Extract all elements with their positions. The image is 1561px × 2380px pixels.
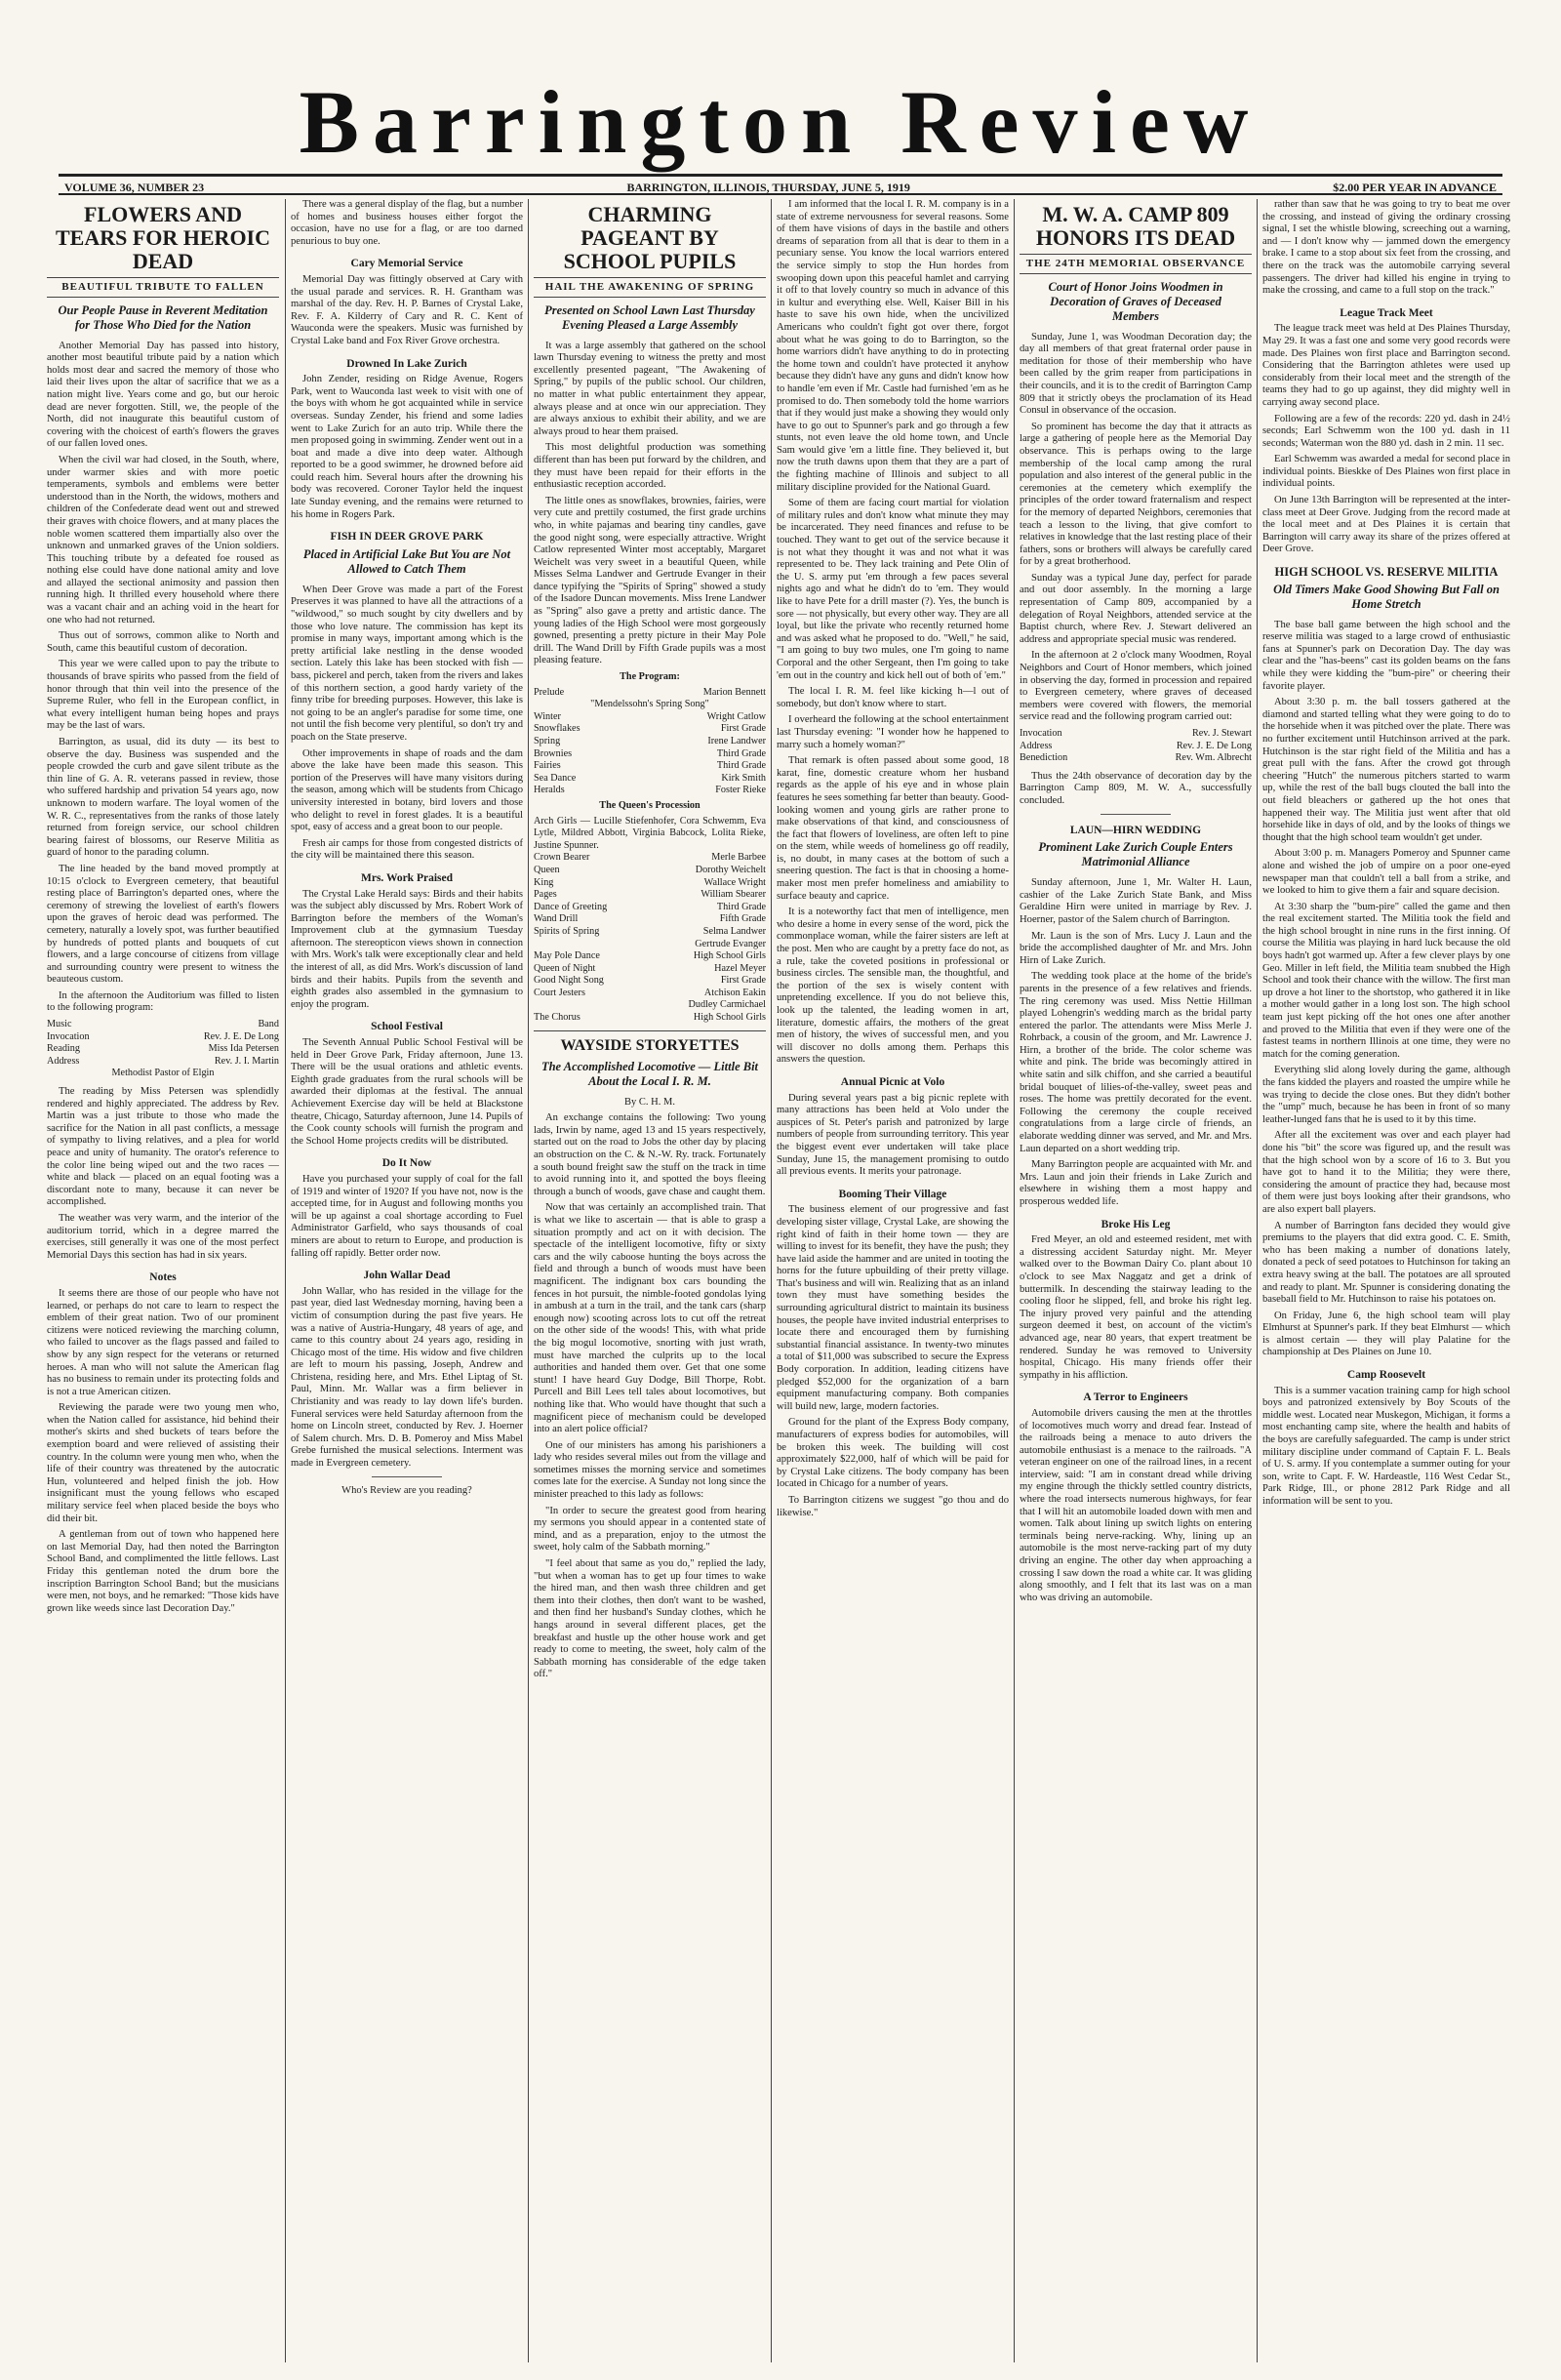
paragraph: It is a noteworthy fact that men of intelligence, men who desire a home in every sense of the word, pick the commonplace woman, while the fairer sisters are left at the post. Men who are caught by a pretty face do not, as a rule, take the coveted positions in professional or business circles. The sensible man, the thoughtful, and the portion of the sex is wisely content with unpretending excellence. If you do not believe this, look up the talented, the leading women in art, literature, domestic affairs, the mothers of the great men of history, the wives of successful men, and you will discover no dolls among them. Perhaps this answers the question. [777, 907, 1009, 1066]
paragraph: Sunday, June 1, was Woodman Decoration day; the day all members of that great fraternal order pause in meditation for those of their membership who have been called by the grim reaper from participations in their councils, and it is to the credit of Barrington Camp 809 that it strictly obeys the proclamation of its Head Consul in observance of the occasion. [1020, 331, 1252, 417]
column-4 [773, 199, 1013, 2366]
headline-mwa-camp: M. W. A. CAMP 809 HONORS ITS DEAD [1035, 202, 1236, 250]
paragraph: An exchange contains the following: Two young lads, Irwin by name, aged 13 and 15 years respectively, started out on the road to Jobs the other day by placing an obstruction on the C. & N.-W. Ry. track. Fortunately a south bound freight saw the stuff on the track in time to avoid running into it, and spotted the boys fleeing through a bunch of woods, gave chase and caught them. [534, 1112, 766, 1197]
footer-question: Who's Review are you reading? [341, 1484, 472, 1496]
paragraph: That remark is often passed about some good, 18 karat, fine, domestic creature whom her husband regards as the apple of his eye and in whose plain features he sees something far better than beauty. Good-looking women and young girls are rather prone to make observations of that kind, and consciousness of the fact that flowers of loveliness, are often left to pine on the stem, while weeds of homeliness go off readily, is, no doubt, in many cases at the bottom of such a sneering question. The fact is that in choosing a home-maker most men prefer homeliness and amiability to surface beauty and caprice. [777, 755, 1009, 902]
section-heading-work: Mrs. Work Praised [360, 871, 454, 884]
program-row: Court Jesters Atchison Eakin [534, 987, 766, 998]
paragraph: Everything slid along lovely during the game, although the fans kidded the players and roasted the umpire while he was trying to decide the close ones. But they didn't bother the "ump" much, because he has been in front of so many leather-lunged fans that he is used to it by this time. [1262, 1065, 1510, 1125]
paragraph: Thus the 24th observance of decoration day by the Barrington Camp 809, M. W. A., successfully concluded. [1020, 770, 1252, 806]
program-row: Spring Irene Landwer [534, 736, 766, 746]
paragraph: Barrington, as usual, did its duty — its best to observe the day. Business was suspended and the people crowded the curb and gave silent tribute as the thin line of G. A. R. veterans passed in review, those who suffered hardship and privation 54 years ago, now unknown to modern warfare. The loyal women of the W. R. C., representatives from the ranks of those lately returned from foreign service, our school children bearing fairest of blossoms, our Reserve Militia as guard of honor to the parading column. [47, 737, 279, 859]
program-row: Pages William Sbearer [534, 889, 766, 901]
paragraph: One of our ministers has among his parishioners a lady who resides several miles out from the village and sometimes misses the morning service and sometimes comes late for the exercise. A Sunday not long since the minister preached to this lady as follows: [534, 1439, 766, 1501]
program-title: The Program: [620, 671, 680, 683]
program-row: Benediction Rev. Wm. Albrecht [1020, 752, 1252, 764]
program-row: May Pole Dance High School Girls [534, 950, 766, 962]
headline-wayside-storyettes: WAYSIDE STORYETTES [534, 1030, 766, 1056]
paragraph: Another Memorial Day has passed into history, another most beautiful tribute paid by a nation which holds most dear and sacred the memory of those who laid their lives upon the altar of sacrifice that we as a nation might live. Years come and go, but our heroic dead are never forgotten. Still, we, the people of the North, did not inaugurate this beautiful custom of covering with the choicest of earth's flowers the graves of our fallen loved ones. [47, 340, 279, 450]
paragraph: During several years past a big picnic replete with many attractions has been held at Volo under the auspices of St. Peter's parish and patronized by large numbers of people from surrounding territory. This year the biggest event ever undertaken will take place Sunday, June 15, the management promising to outdo all previous events. It merits your patronage. [777, 1092, 1009, 1178]
paragraph: The weather was very warm, and the interior of the auditorium torrid, which in a degree marred the exercises, still generally it was one of the most perfect Memorial Days this section has had in six years. [47, 1212, 279, 1261]
column-rule [1257, 199, 1258, 2362]
paragraph: On June 13th Barrington will be represented at the inter-class meet at Deer Grove. Judging from the record made at the local meet and at Des Plaines it is certain that Barrington will carry away its share of the prizes offered at Deer Grove. [1262, 495, 1510, 555]
column-rule [285, 199, 286, 2362]
paragraph: Earl Schwemm was awarded a medal for second place in individual points. Bieskke of Des Plaines won first place in individual points. [1262, 454, 1510, 490]
paragraph: About 3:00 p. m. Managers Pomeroy and Spunner came alone and wished the job of umpire on a poor one-eyed newspaper man that couldn't tell a ball from a strike, and we looked to him to give them a fair and square decision. [1262, 848, 1510, 897]
paragraph: This is a summer vacation training camp for high school boys and patronized extensively by Boy Scouts of the middle west. Located near Muskegon, Michigan, it forms a most enchanting camp site, where the health and habits of the boys are carefully safeguarded. The camp is under strict military discipline under command of Captain F. L. Beals of U. S. army. If you contemplate a summer outing for your son, write to Capt. F. W. Hardeastle, 116 West Cedar St., Park Ridge, Ill., or phone 2812 Park Ridge and all information will be sent to you. [1262, 1385, 1510, 1507]
program-row: Music Band [47, 1019, 279, 1030]
subdeck: Placed in Artificial Lake But You are Not Allowed to Catch Them [302, 546, 511, 576]
paragraph: To Barrington citizens we suggest "go thou and do likewise." [777, 1494, 1009, 1518]
place-date: BARRINGTON, ILLINOIS, THURSDAY, JUNE 5, 1919 [626, 181, 910, 194]
section-heading-fish: FISH IN DEER GROVE PARK [330, 531, 484, 544]
paragraph: The local I. R. M. feel like kicking h—l out of somebody, but don't know where to start. [777, 686, 1009, 709]
memorial-program [47, 1019, 279, 1080]
section-heading-festival: School Festival [371, 1021, 443, 1033]
program-row: Invocation Rev. J. Stewart [1020, 728, 1252, 739]
paragraph: The wedding took place at the home of the bride's parents in the presence of a few relatives and friends. The ring ceremony was used. Miss Nettie Hillman played Lohengrin's wedding march as the bridal party entered the parlor. The attendants were Miss Merle J. Rohrback, a cousin of the groom, and Mr. Lawrence J. Hirn, a brother of the bride. The color scheme was white and pink. The bride was becomingly attired in white satin and silk chiffon, and she carried a beautiful bridal bouquet of lilies-of-the-valley, sweet peas and roses. The home was prettily decorated for the event. Following the ceremony the couple received congratulations from a large circle of friends, an elaborate wedding dinner was served, and Mr. and Mrs. Laun departed on a short wedding trip. [1020, 971, 1252, 1154]
subdeck: Presented on School Lawn Last Thursday Evening Pleased a Large Assembly [544, 303, 755, 332]
paragraph: The base ball game between the high school and the reserve militia was staged to a large crowd of enthusiastic fans at Spunner's park on Decoration Day. The day was clear and the "has-beens" cast its golden beams on the fans while they were kidding the "bum-pire" or cheering their favorite player. [1262, 619, 1510, 692]
paragraph: John Wallar, who has resided in the village for the past year, died last Wednesday morning, having been a victim of consumption during the past five years. He was a native of Austria-Hungary, 48 years of age, and came to this country about 24 years ago, residing in Chicago most of the time. His widow and five children are left to mourn his passing, Joseph, Andrew and Christena, residing here, and Mrs. Ethel Liptag of St. Paul, Minn. Mr. Wallar was a firm believer in Christianity and was ready to lay down life's burden. Funeral services were held Saturday afternoon from the home on Lincoln street, conducted by Rev. J. Hoerner of Salem church. Mrs. D. B. Pomeroy and Miss Mabel Grebe furnished the musical selections. Interment was made in Evergreen cemetery. [291, 1285, 523, 1470]
paragraph: In the afternoon at 2 o'clock many Woodmen, Royal Neighbors and Court of Honor members, which joined in observing the day, formed in procession and repaired to Evergreen cemetery, where graves of deceased members were covered with flowers, the memorial service read and the following program carried out: [1020, 650, 1252, 723]
subdeck: Old Timers Make Good Showing But Fall on Home Stretch [1273, 582, 1500, 611]
separator [1101, 814, 1170, 815]
section-heading-drowned: Drowned In Lake Zurich [346, 357, 467, 370]
program-row: The Chorus High School Girls [534, 1012, 766, 1024]
column-6 [1259, 199, 1514, 2366]
paragraph: Many Barrington people are acquainted with Mr. and Mrs. Laun and join their friends in Lake Zurich and elsewhere in wishing them a most happy and prosperous wedded life. [1020, 1159, 1252, 1207]
program-row: Sea Dance Kirk Smith [534, 772, 766, 784]
paragraph: Sunday afternoon, June 1, Mr. Walter H. Laun, cashier of the Lake Zurich State Bank, and Miss Geraldine Hirn were united in marriage by Rev. J. Hoerner, pastor of the Salem church of Barrington. [1020, 877, 1252, 925]
paragraph: The league track meet was held at Des Plaines Thursday, May 29. It was a fast one and some very good records were made. Des Plaines won first place and Barrington second. Considering that the Barrington athletes were used up considerably from their local meet and the strength of the teams they had to go up against, they did mighty well in carrying away second place. [1262, 323, 1510, 408]
paragraph: John Zender, residing on Ridge Avenue, Rogers Park, went to Wauconda last week to visit with one of the boys with whom he got acquainted while in service overseas. Sunday Zender, his friend and some ladies went to Lake Zurich for an auto trip. While there the men proposed going in swimming. Zender went out in a boat and made a dive into deep water. Although reported to be a good swimmer, he drowned before aid could reach him. Several hours after the drowning his body was recovered. Coroner Taylor held the inquest late Sunday evening, and the remains were returned to his home in Rogers Park. [291, 374, 523, 520]
section-heading-track-meet: League Track Meet [1340, 306, 1433, 319]
program-row: Snowflakes First Grade [534, 723, 766, 735]
program-row: Good Night Song First Grade [534, 975, 766, 987]
paragraph: Mr. Laun is the son of Mrs. Lucy J. Laun and the bride the accomplished daughter of Mr. and Mrs. John Hirn of Lake Zurich. [1020, 930, 1252, 966]
program-row: Address Rev. J. E. De Long [1020, 740, 1252, 751]
paragraph: Fred Meyer, an old and esteemed resident, met with a distressing accident Saturday night. Mr. Meyer walked over to the Bowman Dairy Co. plant about 10 o'clock to see Max Naggatz and get a drink of buttermilk. In descending the stairway leading to the cooling floor he slipped, fell, and broke his right leg. The injury proved very painful and the attending surgeon deemed it best, on account of the victim's advanced age, near 80 years, that expert treatment be rendered. Sunday he was removed to University hospital, Chicago. His many friends offer their sympathy in his affliction. [1020, 1234, 1252, 1381]
program-note: Methodist Pastor of Elgin [111, 1068, 215, 1079]
headline-flowers-and-tears: FLOWERS AND TEARS FOR HEROIC DEAD [55, 202, 271, 273]
headline-charming-pageant: CHARMING PAGEANT BY SCHOOL PUPILS [563, 202, 737, 273]
section-heading-cary: Cary Memorial Service [350, 258, 463, 270]
volume-number: VOLUME 36, NUMBER 23 [64, 181, 205, 194]
section-heading-camp-roosevelt: Camp Roosevelt [1346, 1369, 1426, 1382]
paragraph: In the afternoon the Auditorium was filled to listen to the following program: [47, 989, 279, 1014]
paragraph: When the civil war had closed, in the South, where, under warmer skies and with more poetic temperaments, symbols and emblems were better understood than in the North, the widows, mothers and children of the Confederate dead went out and strewed their graves with choice flowers, and at many places the noble women scattered them impartially also over the unknown and unmarked graves of the Union soldiers. This touching tribute by a defeated foe roused as nothing else could have done national amity and love and allayed the sectional animosity and passion then running high. It thrilled every household where there was a vacant chair and an aching void in the heart for one who had not returned. [47, 454, 279, 625]
subdeck: Prominent Lake Zurich Couple Enters Matrimonial Alliance [1038, 840, 1233, 869]
paragraph: About 3:30 p. m. the ball tossers gathered at the diamond and started telling what they were going to do to the horsehide when it was pitched over the plate. There was no further excitement until Hutchinson arrived at the park. Hutchinson is the star right field of the Militia and has a great pull with the fans. After the crowd got through cheering "Hutch" the numerous pitchers started to warm up, while the rest of the ball bugs clouted the ball into the out field bleachers or gathered up the hot ones that happened their way. The Militia just went after that old horsehide like in days of old, and by the looks of things we thought that the high school team wouldn't get under. [1262, 697, 1510, 843]
paragraph: Now that was certainly an accomplished train. That is what we like to ascertain — that is able to grasp a situation promptly and act on it with decision. The spectacle of the intelligent locomotive, fifty or sixty cars and the wily caboose hunting the boys across the field and through a bunch of woods must have been magnificent. The indignant box cars bounding the fences in hot pursuit, the nimble-footed gondolas lying in ambush at a turn in the trail, and the tank cars (sharp enough now) scooting across lots to cut off the retreat on the other side of the woods! This, with what pride the big mogul locomotive, snorting with just wrath, must have marched the culprits up to the local authorities and handed them over. Get that one some stunt! I have heard Guy Dodge, Bill Thorpe, Robt. Purcell and Bill Lees tell tales about locomotives, but nothing like that. Who would have thought that such a magnificent piece of mechanism could be developed into an alert police official? [534, 1202, 766, 1435]
paragraph: Memorial Day was fittingly observed at Cary with the usual parade and services. R. H. Grantham was marshal of the day. Rev. H. P. Barnes of Crystal Lake, Rev. F. A. Kilderry of Cary and R. C. Kent of Wauconda were the speakers. Music was furnished by Crystal Lake band and Fox River Grove orchestra. [291, 273, 523, 346]
paragraph: After all the excitement was over and each player had done his "bit" the score was figured up, and the result was that the high school won by a score of 16 to 3. But you have got to hand it to the Militia; they were there, considering the amount of practice they had, because most of them were just boys looking after their grandsons, who are also expert ball players. [1262, 1130, 1510, 1215]
section-heading-terror: A Terror to Engineers [1083, 1392, 1188, 1404]
column-1 [43, 199, 283, 2366]
paragraph: So prominent has become the day that it attracts as large a gathering of people here as the Memorial Day observance. This is perhaps owing to the large membership of the local camp among the rural population and also interest of the general public in the ceremonies at the cemetery which exemplify the principles of the order toward fraternalism and respect for the memory of departed Neighbors, ceremonies that teach a lesson to the living, that give comfort to relatives in knowledge that the last resting place of their fathers, sons or brothers will always be carefully cared for by a great brotherhood. [1020, 421, 1252, 568]
program-row: Winter Wright Catlow [534, 710, 766, 722]
paragraph: Thus out of sorrows, common alike to North and South, came this beautiful custom of decoration. [47, 630, 279, 654]
column-5 [1016, 199, 1256, 2366]
column-rule [771, 199, 772, 2362]
deck: BEAUTIFUL TRIBUTE TO FALLEN [47, 277, 279, 298]
program-row: Reading Miss Ida Petersen [47, 1043, 279, 1055]
section-heading-do-it-now: Do It Now [381, 1157, 432, 1170]
pageant-program [534, 671, 766, 1025]
procession-text: Arch Girls — Lucille Stiefenhofer, Cora Schwemm, Eva Lytle, Mildred Abbott, Virginia Babcock, Lolita Rieke, Justine Spunner. [534, 815, 766, 851]
paragraph: The little ones as snowflakes, brownies, fairies, were very cute and prettily costumed, the first grade urchins who, in white pajamas and bearing tiny candles, gave the good night song, were especially attractive. Wright Catlow represented Winter most acceptably, Margaret Weichelt was very sweet in a beautiful Queen, while Misses Selma Landwer and Gertrude Evanger in their dance typifying the "Spirits of Spring" showed a study of the Isadore Duncan movements. Miss Irene Landwer as "Spring" also gave a pretty and artistic dance. The young ladies of the High School were most gorgeously gowned, presenting a pretty picture in their May Pole drill. The Wand Drill by Fifth Grade pupils was a most pleasing feature. [534, 495, 766, 666]
paragraph: At 3:30 sharp the "bum-pire" called the game and then the real excitement started. The Militia took the field and the high school brought in nine runs in the first inning. Of course the Militia was playing in hard luck because the old boys hadn't got warmed up. After a few clever plays by one Geo. Miller in left field, the Militia team snubbed the High School and took their chance with the willow. The first man up drove a hot liner to the shortstop, who gathered it in like a mother would gather in a long lost son. The high school team just kept picking off the hot ones one after another and proved to the Militia that even if they were one of the fastest teams in northern Illinois at one time, they were no match for the coming generation. [1262, 901, 1510, 1060]
paragraph: Automobile drivers causing the men at the throttles of locomotives much worry and dread fear. Instead of the railroads being a menace to auto drivers the automobile enthusiast is a menace to the railroads. "A veteran engineer on one of the railroad lines, in a recent interview, said: "I am in constant dread while driving my engine through the thickly settled country districts, where the road intersects numerous highways, for fear that I will hit an automobile loaded down with men and women. Talk about lining up switch lights on entering terminals being nerve-racking. Why, lining up an automobile is the most nerve-racking part of my duty driving an engine. The other day when approaching a crossing I saw down the road a white car. It was gliding along smoothly, and I felt that its last was on a man who was driving an automobile. [1020, 1407, 1252, 1603]
paragraph: It was a large assembly that gathered on the school lawn Thursday evening to witness the pretty and most excellently presented pageant, "The Awakening of Spring," by pupils of the public school. Our children, no matter in what public entertainment they appear, always please and at once win our appreciation. They are always anxious to exhibit their ability, and we are always proud to hear them praised. [534, 340, 766, 437]
section-heading-wedding: LAUN—HIRN WEDDING [1069, 824, 1202, 836]
paragraph: I am informed that the local I. R. M. company is in a state of extreme nervousness for several reasons. Some of them have visions of days in the bastile and others dreams of separation from all that is dear to them in a pecuniary sense. You know the local warriors entered the service simply to stop the Hun hordes from swooping down upon this peaceful hamlet and carrying it off to that lovely country so much in advance of this in kultur and everything else. Well, Kaiser Bill in his haste to save his own hide, when the uncivilized Americans who couldn't fight got over there, forgot about what he was going to do to Barrington, so the home warriors didn't have anything to do in protecting the home town and couldn't have protected it anyhow because they didn't have any guns and didn't know how to handle 'em even if Mr. Castle had furnished 'em as he promised to do. Then somebody told the home warriors that if they would just make a showing they would only have to go out to Spunner's park and go through a few stunts, not even leave the old home town, and Uncle Sam would give 'em a little fine. They believed it, but now the truth dawns upon them that they are a part of the fighting machine of Illinois and subject to all military discipline provided for the National Guard. [777, 199, 1009, 493]
section-heading-broke-leg: Broke His Leg [1101, 1218, 1171, 1230]
program-row: King Wallace Wright [534, 876, 766, 888]
paragraph: Sunday was a typical June day, perfect for parade and out door assembly. In the morning a large representation of Camp 809, accompanied by a delegation of Royal Neighbors, attended service at the Baptist church, where Rev. J. Stewart delivered an address and appropriate special music was rendered. [1020, 572, 1252, 645]
subdeck: Our People Pause in Reverent Meditation for Those Who Died for the Nation [58, 303, 268, 332]
column-3 [530, 199, 770, 2366]
paragraph: A gentleman from out of town who happened here on last Memorial Day, had then noted the Barrington School Band, and complimented the little fellows. Last Friday this gentleman noted the drum bore the inscription Barrington School Band; but the musicians were men, not boys, and he remarked: "Those kids have grown like weeds since last Decoration Day." [47, 1529, 279, 1614]
paragraph: This most delightful production was something different than has been put forward by the children, and they must have been repaid for their efforts in the enthusiastic reception accorded. [534, 442, 766, 491]
subdeck: The Accomplished Locomotive — Little Bit About the Local I. R. M. [540, 1059, 759, 1088]
paragraph: "In order to secure the greatest good from hearing my sermons you should appear in a contented state of mind, and as a preparation, enjoy to the utmost the sweet, holy calm of the Sabbath morning." [534, 1505, 766, 1553]
program-row: Dudley Carmichael [688, 999, 766, 1011]
paragraph: "I feel about that same as you do," replied the lady, "but when a woman has to get up four times to wake the hired man, and then wash three children and get them into their clothes, then don't want to be washed, and then find her husband's Sunday clothes, which he hangs around in several different places, get the breakfast and hustle up the other house work and get ready to come to meeting, the sweet, holy calm of the Sabbath morning has considerable of the edge taken off." [534, 1558, 766, 1680]
paragraph: Some of them are facing court martial for violation of military rules and don't know what minute they may be incarcerated. They need finances and refuse to be touched. They want to get out of the service because it is not what they thought it was and not what it was represented to be. They lack training and Pete Olin of the U. S. army put 'em through a few paces several nights ago and what he didn't do to 'em. They would like to have Pete for a drill master (?). Yes, the bunch is sore — not physically, but every other way. They are all loyal, but like the private who recently returned home and was asked what he proposed to do. "Well," he said, "I am going to buy two mules, one I'm going to name Corporal and the other Sergeant, then I'm going to take 'em out in the country and kick hell out of both of 'em." [777, 498, 1009, 681]
program-row: Invocation Rev. J. E. De Long [47, 1030, 279, 1042]
paragraph: The Crystal Lake Herald says: Birds and their habits was the subject ably discussed by Mrs. Robert Work of Barrington before the members of the Woman's Improvement club at the gymnasium Tuesday afternoon. The stereopticon views shown in connection with Mrs. Work's talk were exceptionally clear and held the interest of all, as did Mrs. Work's discussion of land birds and their habits. Pupils from the seventh and eighth grades also assembled in the gymnasium to enjoy the program. [291, 888, 523, 1010]
program-row: Brownies Third Grade [534, 747, 766, 759]
paragraph: Ground for the plant of the Express Body company, manufacturers of express bodies for automobiles, will be broken this week. The building will cost approximately $22,000, half of which will be paid for by Crystal Lake citizens. The body company has been located in Chicago for a number of years. [777, 1417, 1009, 1490]
paragraph: Other improvements in shape of roads and the dam above the lake have been made this season. This portion of the Preserves will have many visitors during the season, among which will be students from Chicago university interested in botany, bird lovers and those who delight to revel in forest glades. It is a beautiful spot, easy of access and a great boon to our people. [291, 747, 523, 833]
paragraph: The business element of our progressive and fast developing sister village, Crystal Lake, are showing the right kind of faith in their home town — they are willing to invest for its benefit, they have the push; they have laid aside the hammer and are united in tooting the horns for the future upbuilding of their pretty village. That's business and will win. Realizing that as an inland town they must have something besides the surrounding agricultural district to maintain its business houses, the people have invited industrial enterprises to locate there and encouraged them by furnishing substantial financial assistance. In twenty-two minutes a total of $11,000 was subscribed to secure the Express Body corporation. In addition, leading citizens have pledged $52,000 for the organization of a barn equipment manufacturing company. Both companies will build new, large, modern factories. [777, 1204, 1009, 1412]
paragraph: On Friday, June 6, the high school team will play Elmhurst at Spunner's park. If they beat Elmhurst — which is almost certain — they will play Palatine for the championship at Des Plaines on June 10. [1262, 1310, 1510, 1358]
subscription-price: $2.00 PER YEAR IN ADVANCE [1333, 181, 1497, 194]
program-row: Heralds Foster Rieke [534, 785, 766, 796]
paragraph: The line headed by the band moved promptly at 10:15 o'clock to Evergreen cemetery, that beautiful resting place of Barrington's departed ones, where the ceremony of strewing the loveliest of earth's flowers upon the graves of heroic dead was performed. The cemetery, naturally a lovely spot, was further beautified by hundreds of potted plants and bouquets of cut flowers, and a large concourse of citizens from village and surrounding country were present to witness the beauteous custom. [47, 863, 279, 986]
program-row: Prelude Marion Bennett [534, 686, 766, 698]
program-row: Fairies Third Grade [534, 760, 766, 772]
byline: By C. H. M. [624, 1096, 675, 1108]
paragraph: The reading by Miss Petersen was splendidly rendered and highly appreciated. The address by Rev. Martin was a just tribute to those who made the sacrifice for the Nation in all past conflicts, a message of sympathy to living relatives, and a plea for world peace and unity of humanity. The orator's reference to the color line being wiped out and the two races — white and black — placed on an equal footing was a discordant note to many, because it can never be accomplished. [47, 1086, 279, 1208]
procession-title: The Queen's Procession [599, 799, 700, 811]
deck: THE 24TH MEMORIAL OBSERVANCE [1020, 254, 1252, 274]
paragraph: Reviewing the parade were two young men who, when the Nation called for assistance, hid behind their mother's skirts and shed buckets of tears before the exemption board and were relieved of assisting their country. In the column were young men who, when the life of their country was threatened by the autocratic Hun, volunteered and helped finish the job. How insignificant must the young fellows who escaped military service feel when placed beside the boys who did their bit. [47, 1402, 279, 1524]
column-2 [287, 199, 527, 2366]
separator [372, 1476, 441, 1477]
paragraph: rather than saw that he was going to try to beat me over the crossing, and instead of giving the ordinary crossing signal, I set the whistle blowing, screeching out a warning, and — I don't know why — jammed down the emergency brake. I came to a stop about six feet from the crossing, and there on the track was the automobile carrying several passengers. The driver had killed his engine in trying to make the crossing, and came to a full stop on the track." [1262, 199, 1510, 297]
program-row: Spirits of Spring Selma Landwer [534, 925, 766, 937]
program-row: Address Rev. J. I. Martin [47, 1055, 279, 1067]
section-heading-picnic: Annual Picnic at Volo [840, 1075, 945, 1088]
paragraph: Have you purchased your supply of coal for the fall of 1919 and winter of 1920? If you have not, now is the accepted time, for in August and following months you will be up against a coal shortage according to Fuel Administrator Garfield, who says thousands of coal miners are about to return to Europe, and production is falling off rapidly. Better order now. [291, 1173, 523, 1259]
subdeck: Court of Honor Joins Woodmen in Decoration of Graves of Deceased Members [1048, 279, 1223, 323]
program-row: Queen of Night Hazel Meyer [534, 962, 766, 974]
paragraph: I overheard the following at the school entertainment last Thursday evening: "I wonder how he happened to marry such a homely woman?" [777, 714, 1009, 750]
camp-program [1020, 728, 1252, 765]
program-row: "Mendelssohn's Spring Song" [590, 699, 709, 710]
program-row: Queen Dorothy Weichelt [534, 864, 766, 875]
column-rule [528, 199, 529, 2362]
paragraph: This year we were called upon to pay the tribute to thousands of brave spirits who passed from the field of honor through that thin veil into the presence of the Supreme Ruler, who fell in the European conflict, in what every intelligent human being hopes and prays may be the last of wars. [47, 659, 279, 732]
section-heading-high-school: HIGH SCHOOL VS. RESERVE MILITIA [1274, 565, 1499, 580]
paragraph: It seems there are those of our people who have not learned, or perhaps do not care to learn to respect the emblem of their great nation. Two of our prominent citizens were noticed reviewing the marching column, who failed to uncover as the flags passed and failed to show by any sign respect for the veterans or returned heroes. A man who will not salute the American flag has no business to remain under its protecting folds and is not a true American citizen. [47, 1287, 279, 1397]
program-row: Wand Drill Fifth Grade [534, 913, 766, 925]
section-heading-notes: Notes [149, 1271, 177, 1284]
paragraph: Fresh air camps for those from congested districts of the city will be maintained there this season. [291, 837, 523, 862]
paragraph: The Seventh Annual Public School Festival will be held in Deer Grove Park, Friday afternoon, June 13. There will be the usual orations and athletic events. Eighth grade graduates from the rural schools will be awarded their diplomas at the festival. The annual Achievement Exercise day will be held at Blackstone theatre, Chicago, Saturday afternoon, June 14. Pupils of the Cook county schools will furnish the program and the School Home projects credits will be distributed. [291, 1037, 523, 1147]
paragraph: A number of Barrington fans decided they would give premiums to the players that did extra good. C. E. Smith, who has been making a number of donations lately, donated a peck of seed potatoes to Hutchinson for taking an extra heavy swing at the ball. The potatoes are all sprouted and ready to plant. Mr. Spunner is considering donating the baseball field to Mr. Hutchinson to raise his potatoes on. [1262, 1220, 1510, 1306]
program-row: Dance of Greeting Third Grade [534, 901, 766, 912]
paragraph: There was a general display of the flag, but a number of homes and business houses either forgot the occasion, have no use for a flag, or are too darned penurious to buy one. [291, 199, 523, 247]
deck: HAIL THE AWAKENING OF SPRING [534, 277, 766, 298]
column-rule [1014, 199, 1015, 2362]
paragraph: When Deer Grove was made a part of the Forest Preserves it was planned to have all the attractions of a "wildwood," so much sought by city dwellers and by those who love nature. The commission has kept its promise in many ways, important among which is the pretty artificial lake nestling in the dense wooded section. Lately this lake has been stocked with fish — bass, pickerel and perch, taken from the rivers and lakes of this northern section, a good hardy variety of the finny tribe for breeding purposes. However, this lake is not going to be an angler's paradise for some time, one not until the fish become very plentiful, so don't try and poach on the State preserve. [291, 584, 523, 743]
masthead: Barrington Review [299, 72, 1262, 172]
section-heading-booming: Booming Their Village [838, 1188, 947, 1200]
dateline [59, 174, 1502, 195]
paragraph: Following are a few of the records: 220 yd. dash in 24½ seconds; Earl Schwemm won the 100 yd. dash in 11 seconds; Waterman won the 880 yd. dash in 2 min. 11 sec. [1262, 413, 1510, 449]
program-row: Crown Bearer Merle Barbee [534, 852, 766, 864]
section-heading-wallar: John Wallar Dead [363, 1270, 451, 1282]
program-row: Gertrude Evanger [695, 938, 766, 949]
